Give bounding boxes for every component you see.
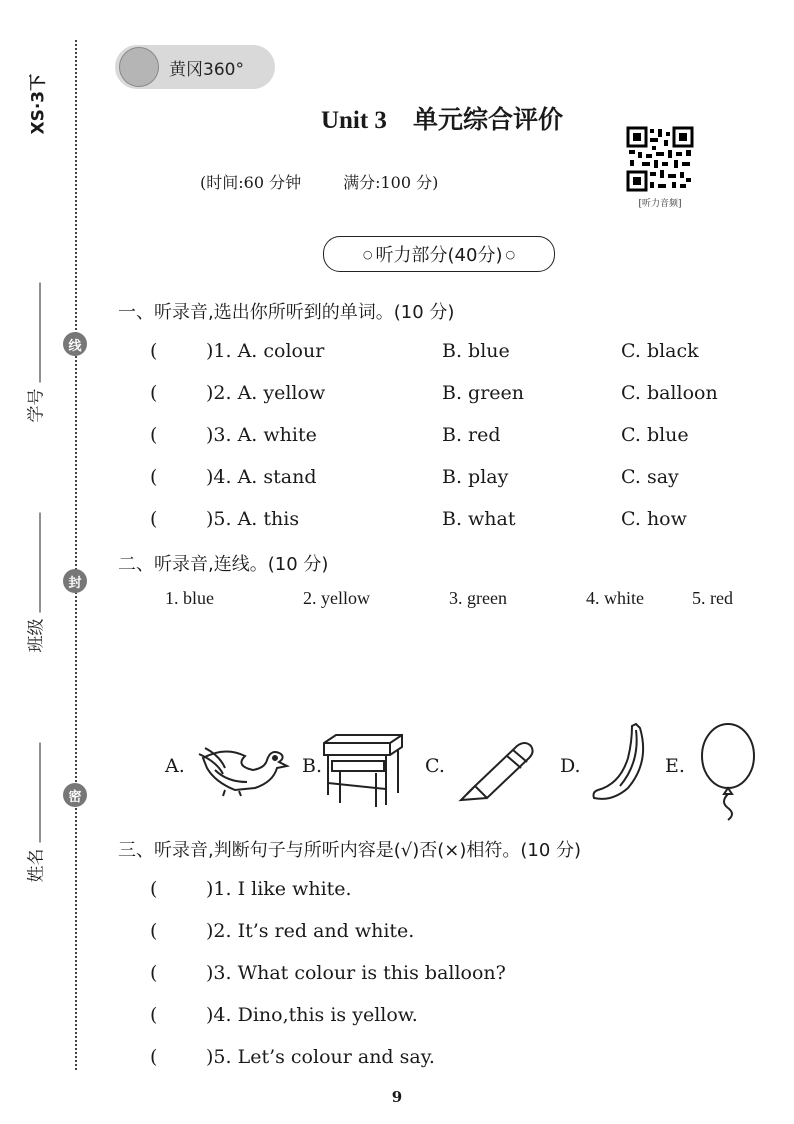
match-word[interactable]: 4. white: [586, 588, 644, 608]
class-field: 班级: [22, 513, 47, 653]
option-b: B. play: [442, 466, 509, 488]
part3-heading: 三、听录音,判断句子与所听内容是(√)否(×)相符。(10 分): [118, 840, 582, 861]
answer-blank[interactable]: (: [150, 1004, 158, 1026]
picture-label-c: C.: [425, 755, 445, 777]
title-text: 单元综合评价: [413, 105, 564, 134]
picture-label-a: A.: [165, 755, 185, 777]
judge-sentence: )1. I like white.: [206, 878, 352, 900]
option-b: B. blue: [442, 340, 510, 362]
option-c: C. blue: [621, 424, 689, 446]
balloon-icon[interactable]: [698, 722, 758, 822]
match-word[interactable]: 5. red: [692, 588, 733, 608]
part1-heading: 一、听录音,选出你所听到的单词。(10 分): [118, 302, 455, 323]
option-a: )5. A. this: [206, 508, 300, 530]
brand-name: 黄冈360°: [169, 59, 244, 80]
answer-blank[interactable]: (: [150, 424, 158, 446]
answer-blank[interactable]: (: [150, 382, 158, 404]
name-field: 姓名: [22, 743, 47, 883]
page-number: 9: [391, 1088, 403, 1106]
qr-caption: [听力音频]: [638, 199, 682, 209]
listening-section-tag: ○ 听力部分(40分) ○: [323, 236, 555, 272]
brand-logo-icon: [119, 47, 159, 87]
banana-icon[interactable]: [590, 722, 650, 804]
option-c: C. balloon: [621, 382, 718, 404]
picture-label-d: D.: [560, 755, 581, 777]
exam-score: 满分:100 分): [343, 173, 439, 192]
option-c: C. black: [621, 340, 699, 362]
desk-icon[interactable]: [320, 733, 406, 809]
qr-code-icon[interactable]: [626, 126, 694, 192]
judge-sentence: )3. What colour is this balloon?: [206, 962, 506, 984]
exam-time: (时间:60 分钟: [200, 173, 302, 192]
seal-mark-line: 线: [63, 332, 87, 356]
judge-sentence: )5. Let’s colour and say.: [206, 1046, 435, 1068]
section-label: 听力部分(40分): [375, 245, 503, 266]
option-a: )4. A. stand: [206, 466, 317, 488]
match-word[interactable]: 3. green: [449, 588, 507, 608]
exam-meta: [200, 170, 438, 193]
picture-label-e: E.: [665, 755, 685, 777]
answer-blank[interactable]: (: [150, 920, 158, 942]
student-id-field: 学号: [22, 283, 47, 423]
option-c: C. how: [621, 508, 687, 530]
brand-badge: [115, 45, 275, 89]
answer-blank[interactable]: (: [150, 508, 158, 530]
part2-heading: 二、听录音,连线。(10 分): [118, 554, 329, 575]
answer-blank[interactable]: (: [150, 962, 158, 984]
judge-sentence: )2. It’s red and white.: [206, 920, 415, 942]
title-unit: Unit 3: [320, 107, 387, 134]
answer-blank[interactable]: (: [150, 1046, 158, 1068]
seal-mark-seal: 封: [63, 569, 87, 593]
option-a: )1. A. colour: [206, 340, 325, 362]
match-word[interactable]: 2. yellow: [303, 588, 370, 608]
option-a: )3. A. white: [206, 424, 317, 446]
series-code: XS·3下: [28, 73, 49, 135]
answer-blank[interactable]: (: [150, 878, 158, 900]
option-b: B. what: [442, 508, 516, 530]
option-b: B. red: [442, 424, 501, 446]
margin-dotted-line: [75, 40, 77, 1070]
judge-sentence: )4. Dino,this is yellow.: [206, 1004, 418, 1026]
seal-mark-secret: 密: [63, 783, 87, 807]
answer-blank[interactable]: (: [150, 466, 158, 488]
option-a: )2. A. yellow: [206, 382, 326, 404]
pen-icon[interactable]: [455, 738, 537, 802]
bird-icon[interactable]: [195, 738, 290, 798]
picture-label-b: B.: [302, 755, 323, 777]
match-word[interactable]: 1. blue: [165, 588, 214, 608]
answer-blank[interactable]: (: [150, 340, 158, 362]
option-b: B. green: [442, 382, 525, 404]
option-c: C. say: [621, 466, 679, 488]
